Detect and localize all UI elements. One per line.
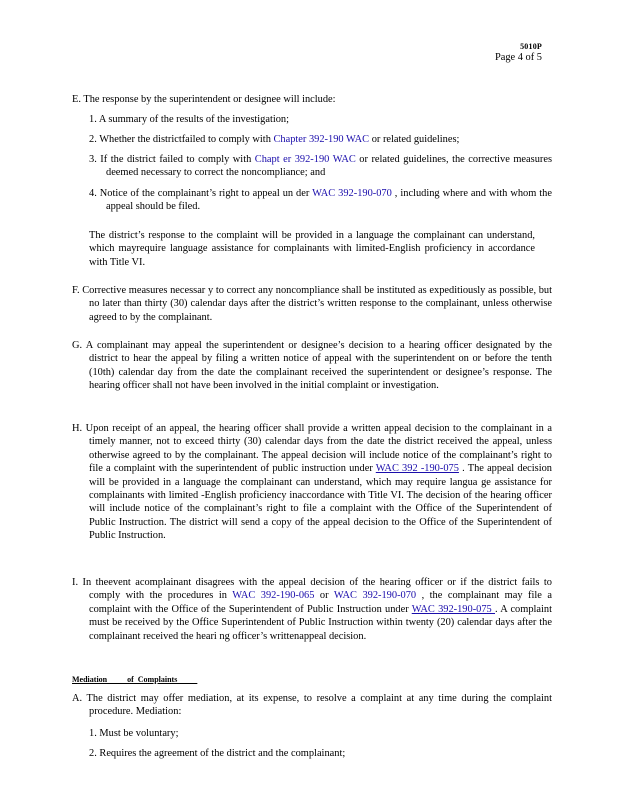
section-h xyxy=(72,422,552,543)
section-e-item-2 xyxy=(89,133,535,146)
section-e-item-3 xyxy=(89,153,552,180)
mediation-a-item-2: 2. Requires the agreement of the district and the complainant; xyxy=(89,748,346,759)
wac-392-190-065-link[interactable]: WAC 392-190-065 xyxy=(232,590,315,602)
section-e-item-4 xyxy=(89,187,552,214)
section-i-text-mid2: , the complainant may file a complaint with the Office of the Superintendent of Public Instruction under xyxy=(89,590,552,615)
section-e-lead: E. The response by the superintendent or designee will include: xyxy=(72,94,336,105)
wac-392-190-070-link-2[interactable]: WAC 392-190-070 xyxy=(333,590,417,602)
wac-392-190-075-link[interactable]: WAC 392 -190-075 xyxy=(375,463,459,475)
page-number: Page 4 of 5 xyxy=(494,52,542,63)
mediation-heading: Mediation of Complaints xyxy=(72,675,198,684)
chapter-392-190-wac-link-2[interactable]: Chapt er 392-190 WAC xyxy=(254,154,356,165)
section-f: F. Corrective measures necessar y to correct any noncompliance shall be instituted as expeditiously as possible, but no later than thirty (30) calendar days after the district’s written response to the complainant, unless otherwise agreed to by the complainant. xyxy=(72,285,552,323)
wac-392-190-075-link-2[interactable]: WAC 392-190-075 xyxy=(411,603,495,615)
section-i-text-pre: I. In theevent acomplainant disagrees with the appeal decision of the hearing officer or if the district fails to comply with the procedures in xyxy=(72,577,552,602)
section-h-text-pre: H. Upon receipt of an appeal, the hearing officer shall provide a written appeal decision to the complainant in a timely manner, not to exceed thirty (30) calendar days from the date the district received the appeal, unless otherwise agreed to by the complainant. The appeal decision will include notice of the complainant’s right to file a complaint with the superintendent of public instruction under xyxy=(72,423,552,475)
section-i xyxy=(72,576,552,643)
section-g: G. A complainant may appeal the superintendent or designee’s decision to a hearing officer designated by the district to hear the appeal by filing a written notice of appeal with the superintendent on or before the tenth (10th) calendar day from the date the complainant received the superintendent or designee’s response. The hearing officer shall not have been involved in the initial complaint or investigation. xyxy=(72,340,552,392)
chapter-392-190-wac-link[interactable]: Chapter 392-190 WAC xyxy=(273,134,370,145)
item-4-text-post: , including where and with whom the appeal should be filed. xyxy=(106,188,552,213)
item-2-text-post: or related guidelines; xyxy=(369,134,460,145)
mediation-a-lead: A. The district may offer mediation, at its expense, to resolve a complaint at any time during the complaint procedure. Mediation: xyxy=(72,693,552,718)
item-3-text-post: or related guidelines, the corrective measures deemed necessary to correct the noncompliance; and xyxy=(106,154,553,179)
section-i-text-mid: or xyxy=(314,590,334,602)
wac-392-190-070-link[interactable]: WAC 392-190-070 xyxy=(312,188,392,199)
item-3-text-pre: 3. If the district failed to comply with xyxy=(89,154,255,165)
section-i-text-post: . A complaint must be received by the Office Superintendent of Public Instruction within twenty (20) calendar days after the complainant received the heari ng officer’s writtenappeal decision. xyxy=(89,603,552,642)
mediation-a-item-1: 1. Must be voluntary; xyxy=(89,728,179,739)
policy-code: 5010P xyxy=(520,42,542,51)
section-h-text-post: . The appeal decision will be provided in a language the complainant can understand, which may require langua ge assistance for complainants with limited -English proficiency inaccordance with Title VI. The decision of the hearing officer will include notice of the complainant’s right to file a complaint with the Office of the Superintendent of Public Instruction. The district will send a copy of the appeal decision to the Office of the Superintendent of Public Instruction. xyxy=(89,463,552,542)
section-e-item-1: 1. A summary of the results of the investigation; xyxy=(89,114,289,125)
item-2-text-pre: 2. Whether the districtfailed to comply with xyxy=(89,134,274,145)
item-4-text-pre: 4. Notice of the complainant’s right to appeal un der xyxy=(89,188,313,199)
section-e-language-note: The district’s response to the complaint will be provided in a language the complainant can understand, which mayrequire language assistance for complainants with limited-English proficiency in accordance with Title VI. xyxy=(89,230,535,268)
